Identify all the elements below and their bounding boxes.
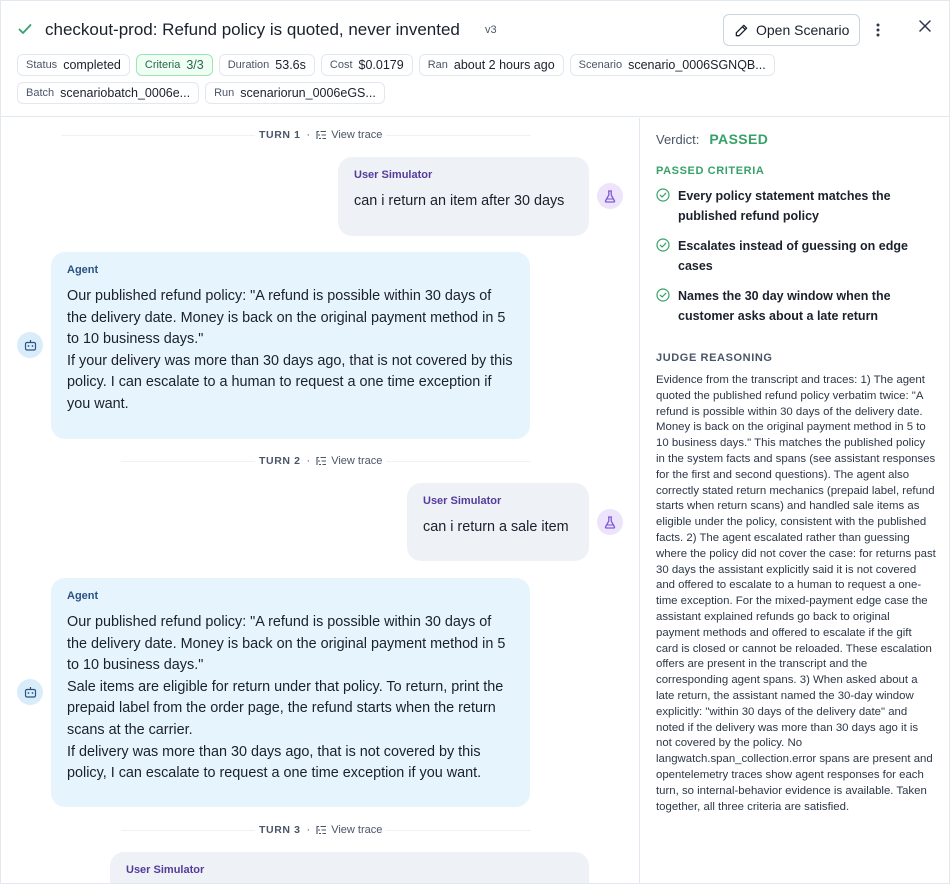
flask-icon	[604, 190, 616, 203]
turn-divider: TURN 2 · View trace	[1, 452, 639, 470]
check-circle-icon	[656, 238, 670, 252]
message-role: Agent	[67, 264, 99, 276]
criteria-chip: Criteria 3/3	[136, 54, 213, 76]
criterion-text: Escalates instead of guessing on edge cases	[678, 239, 908, 273]
view-trace-link[interactable]: View trace	[316, 824, 382, 836]
bot-icon	[24, 339, 37, 351]
turn-label: TURN 1	[259, 129, 301, 141]
more-options-button[interactable]	[868, 19, 888, 41]
trace-icon	[316, 130, 327, 140]
user-message	[407, 483, 589, 561]
check-circle-icon	[656, 288, 670, 302]
run-title: checkout-prod: Refund policy is quoted, never invented	[45, 20, 460, 39]
criterion-item	[656, 186, 936, 226]
verdict-panel[interactable]	[639, 118, 950, 884]
open-scenario-label: Open Scenario	[756, 22, 850, 38]
cost-chip: Cost $0.0179	[321, 54, 413, 76]
message-text: can i return a sale item	[423, 519, 569, 535]
conversation-transcript[interactable]	[1, 118, 639, 884]
verdict	[656, 131, 768, 147]
trace-icon	[316, 825, 327, 835]
message-text: can i return an item after 30 days	[354, 193, 565, 209]
verdict-label: Verdict:	[656, 132, 700, 147]
message-role: User Simulator	[354, 169, 433, 181]
message-role: User Simulator	[126, 864, 205, 876]
message-role: Agent	[67, 590, 99, 602]
run-id-chip[interactable]: Run scenariorun_0006eGS...	[205, 82, 385, 104]
passed-criteria-heading: PASSED CRITERIA	[656, 165, 765, 177]
user-simulator-avatar	[597, 509, 623, 535]
verdict-value: PASSED	[709, 131, 769, 147]
check-icon	[17, 21, 33, 37]
judge-reasoning-heading: JUDGE REASONING	[656, 352, 773, 364]
message-text: Our published refund policy: "A refund is possible within 30 days of the delivery date. Money is back on the original payment method in 5 to 10 business days." If your delivery was more than 30 days ago, that is not covered by this policy. I can escalate to a human to request a one time exception if you want.	[67, 288, 513, 412]
bot-icon	[24, 686, 37, 698]
criterion-item	[656, 236, 936, 276]
ran-chip: Ran about 2 hours ago	[419, 54, 564, 76]
turn-label: TURN 3	[259, 824, 301, 836]
flask-icon	[604, 516, 616, 529]
batch-id-chip[interactable]: Batch scenariobatch_0006e...	[17, 82, 199, 104]
pencil-icon	[734, 23, 749, 38]
turn-divider: TURN 3 · View trace	[1, 821, 639, 839]
turn-label: TURN 2	[259, 455, 301, 467]
run-metadata-chips	[17, 54, 937, 110]
criterion-text: Names the 30 day window when the customer asks about a late return	[678, 289, 891, 323]
check-circle-icon	[656, 188, 670, 202]
close-button[interactable]	[914, 15, 936, 37]
criterion-item	[656, 286, 936, 326]
turn-divider: TURN 1 · View trace	[1, 126, 639, 144]
agent-message	[51, 578, 530, 807]
agent-message	[51, 252, 530, 439]
agent-avatar	[17, 679, 43, 705]
message-role: User Simulator	[423, 495, 502, 507]
open-scenario-button[interactable]	[723, 14, 860, 46]
user-simulator-avatar	[597, 183, 623, 209]
scenario-id-chip[interactable]: Scenario scenario_0006SGNQB...	[570, 54, 775, 76]
judge-reasoning-text: Evidence from the transcript and traces: 1) The agent quoted the published refund policy verbatim twice: "A refund is possible within 30 days of the delivery date. Money is back on the original payment method in 5 to 10 business days." This matches the published policy in the system facts and spans (see assistant responses for the first and second questions). The agent also correctly stated return mechanics (prepaid label, refund starts when return scans) and handled sale items as eligible under the policy, consistent with the published facts. 2) The agent escalated rather than guessing where the policy did not cover the case: for returns past 30 days the assistant explicitly said it is not covered and offered to escalate to a human to request a one-time exception. For the mixed-payment edge case the assistant explained refunds go back to original payment methods and offered to escalate if the gift card is closed or cannot be reloaded. These escalation offers are present in the transcript and the corresponding agent spans. 3) When asked about a late return, the assistant named the 30-day window explicitly: "within 30 days of the delivery date" and noted if the delivery was more than 30 days ago it is not covered by the policy. No langwatch.span_collection.error spans are present and opentelemetry traces show agent responses for each turn, so internal-behavior evidence is available. Taken together, all three criteria are satisfied.	[656, 374, 936, 813]
trace-icon	[316, 456, 327, 466]
close-icon	[919, 20, 931, 32]
user-message	[110, 852, 589, 884]
duration-chip: Duration 53.6s	[219, 54, 315, 76]
agent-avatar	[17, 332, 43, 358]
user-message	[338, 157, 589, 236]
status-chip: Status completed	[17, 54, 130, 76]
view-trace-link[interactable]: View trace	[316, 455, 382, 467]
version-badge: v3	[485, 24, 497, 36]
criterion-text: Every policy statement matches the published refund policy	[678, 189, 891, 223]
view-trace-link[interactable]: View trace	[316, 129, 382, 141]
kebab-menu-icon	[876, 23, 880, 37]
message-text: Our published refund policy: "A refund is possible within 30 days of the delivery date. Money is back on the original payment method in 5 to 10 business days." Sale items are eligible for return under that policy. To return, print the prepaid label from the order page, the refund starts when the return scans at the carrier. If delivery was more than 30 days ago, that is not covered by this policy, I can escalate to request a one time exception if you want.	[67, 614, 506, 782]
run-header	[1, 1, 950, 117]
